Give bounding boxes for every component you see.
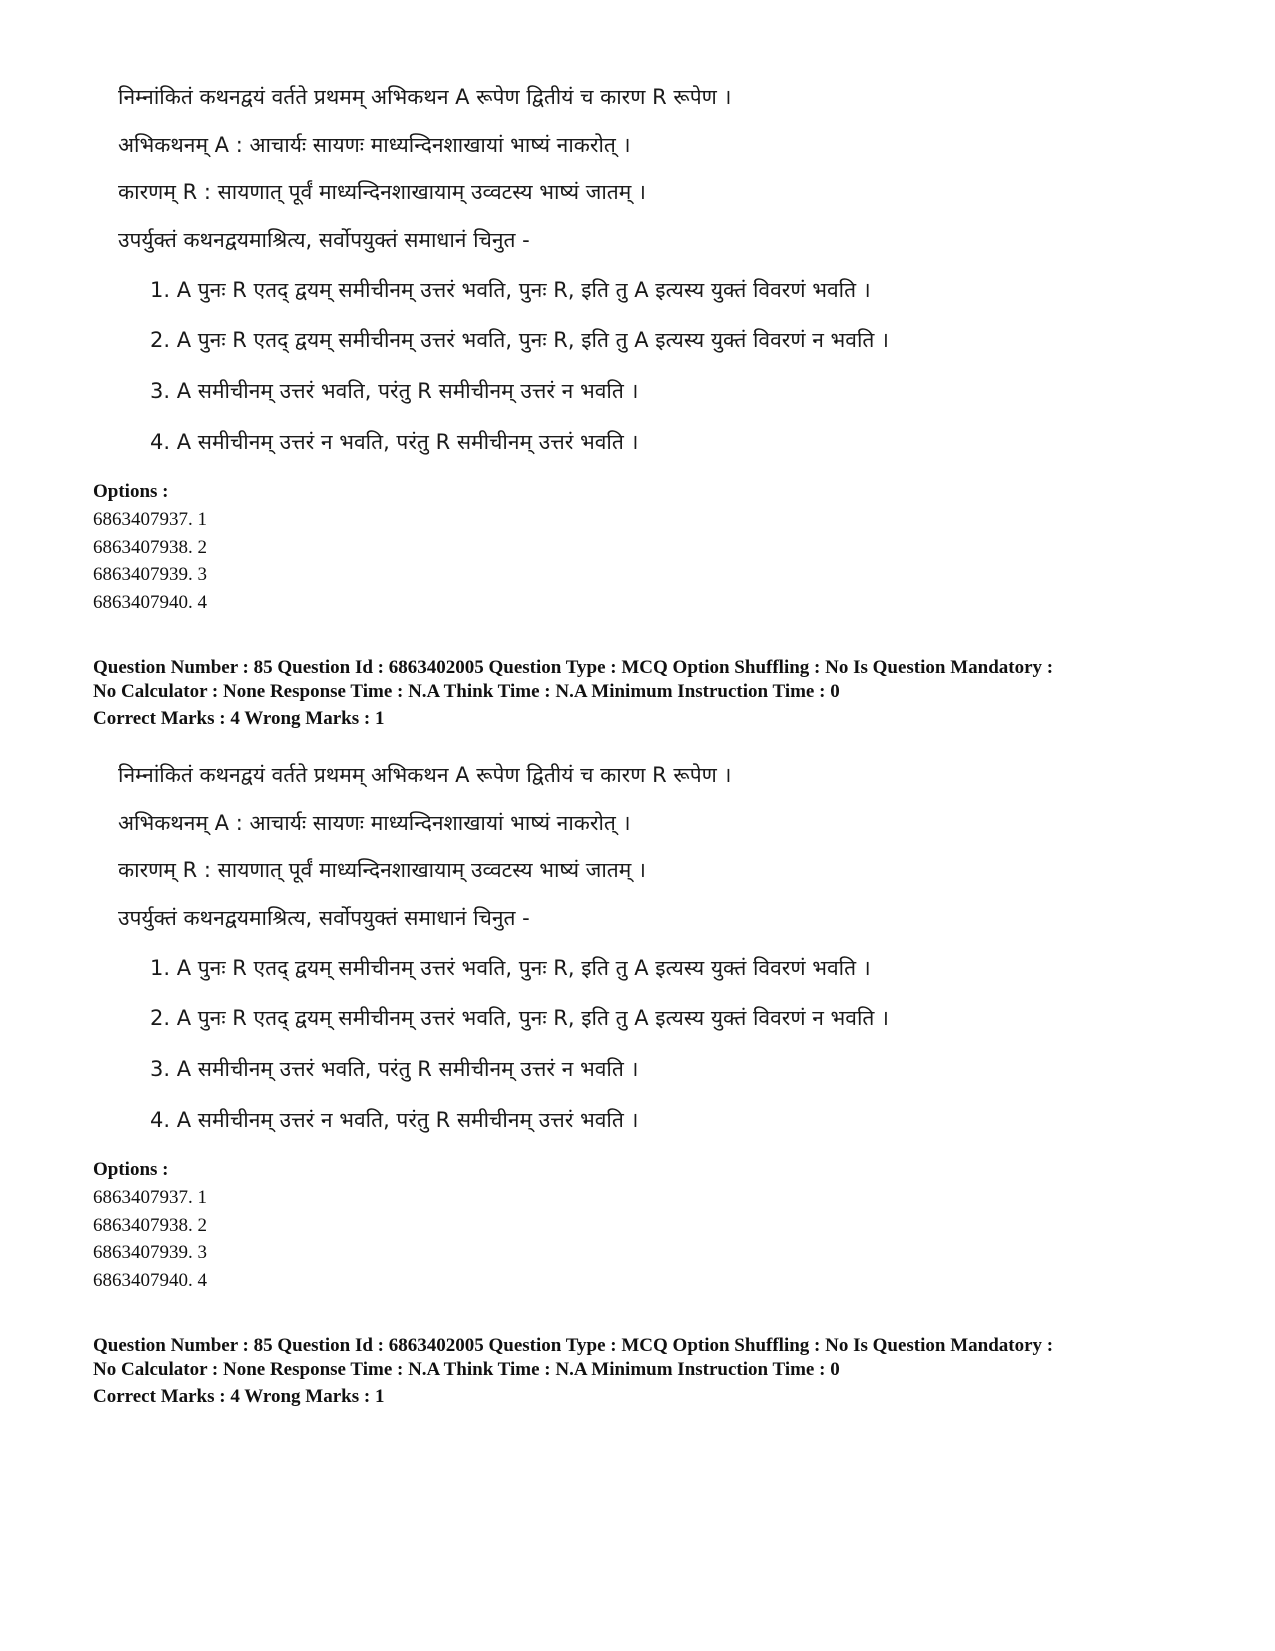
choice-4: 4. A समीचीनम् उत्तरं न भवति, परंतु R समीचीनम् उत्तरं भवति । [150,1108,639,1132]
choice-3: 3. A समीचीनम् उत्तरं भवति, परंतु R समीचीनम् उत्तरं न भवति । [150,379,639,403]
choice-2: 2. A पुनः R एतद् द्वयम् समीचीनम् उत्तरं भवति, पुनः R, इति तु A इत्यस्य युक्तं विवरणं न भवति । [150,1006,890,1030]
choice-1: 1. A पुनः R एतद् द्वयम् समीचीनम् उत्तरं भवति, पुनः R, इति तु A इत्यस्य युक्तं विवरणं भवति । [150,956,871,980]
question-meta-1 [93,656,1233,731]
option-item-3: 6863407939. 3 [93,1242,207,1263]
option-item-4: 6863407940. 4 [93,592,207,613]
options-label: Options : [93,481,169,502]
assertion-intro: निम्नांकितं कथनद्वयं वर्तते प्रथमम् अभिकथन A रूपेण द्वितीयं च कारण R रूपेण । [118,85,732,109]
choice-3: 3. A समीचीनम् उत्तरं भवति, परंतु R समीचीनम् उत्तरं न भवति । [150,1057,639,1081]
options-label: Options : [93,1159,169,1180]
instruction: उपर्युक्तं कथनद्वयमाश्रित्य, सर्वोपयुक्तं समाधानं चिनुत - [118,228,530,252]
option-item-3: 6863407939. 3 [93,564,207,585]
assertion-intro: निम्नांकितं कथनद्वयं वर्तते प्रथमम् अभिकथन A रूपेण द्वितीयं च कारण R रूपेण । [118,763,732,787]
reason-r: कारणम् R : सायणात् पूर्वं माध्यन्दिनशाखायाम् उव्वटस्य भाष्यं जातम् । [118,180,646,204]
option-item-1: 6863407937. 1 [93,509,207,530]
option-item-2: 6863407938. 2 [93,537,207,558]
assertion-a: अभिकथनम् A : आचार्यः सायणः माध्यन्दिनशाखायां भाष्यं नाकरोत् । [118,133,631,157]
choice-1: 1. A पुनः R एतद् द्वयम् समीचीनम् उत्तरं भवति, पुनः R, इति तु A इत्यस्य युक्तं विवरणं भवति । [150,278,871,302]
reason-r: कारणम् R : सायणात् पूर्वं माध्यन्दिनशाखायाम् उव्वटस्य भाष्यं जातम् । [118,858,646,882]
meta-line-3: Correct Marks : 4 Wrong Marks : 1 [93,708,385,729]
choice-4: 4. A समीचीनम् उत्तरं न भवति, परंतु R समीचीनम् उत्तरं भवति । [150,430,639,454]
meta-line-2: No Calculator : None Response Time : N.A Think Time : N.A Minimum Instruction Time : 0 [93,680,840,702]
meta-line-1: Question Number : 85 Question Id : 6863402005 Question Type : MCQ Option Shuffling : No Is Question Mandatory : [93,1335,1054,1356]
meta-line-1: Question Number : 85 Question Id : 6863402005 Question Type : MCQ Option Shuffling : No Is Question Mandatory : [93,657,1054,678]
option-item-2: 6863407938. 2 [93,1215,207,1236]
option-item-4: 6863407940. 4 [93,1270,207,1291]
instruction: उपर्युक्तं कथनद्वयमाश्रित्य, सर्वोपयुक्तं समाधानं चिनुत - [118,906,530,930]
meta-line-2: No Calculator : None Response Time : N.A Think Time : N.A Minimum Instruction Time : 0 [93,1358,840,1380]
option-item-1: 6863407937. 1 [93,1187,207,1208]
meta-line-3: Correct Marks : 4 Wrong Marks : 1 [93,1386,385,1407]
assertion-a: अभिकथनम् A : आचार्यः सायणः माध्यन्दिनशाखायां भाष्यं नाकरोत् । [118,811,631,835]
choice-2: 2. A पुनः R एतद् द्वयम् समीचीनम् उत्तरं भवति, पुनः R, इति तु A इत्यस्य युक्तं विवरणं न भवति । [150,328,890,352]
question-meta-2 [93,1334,1233,1409]
